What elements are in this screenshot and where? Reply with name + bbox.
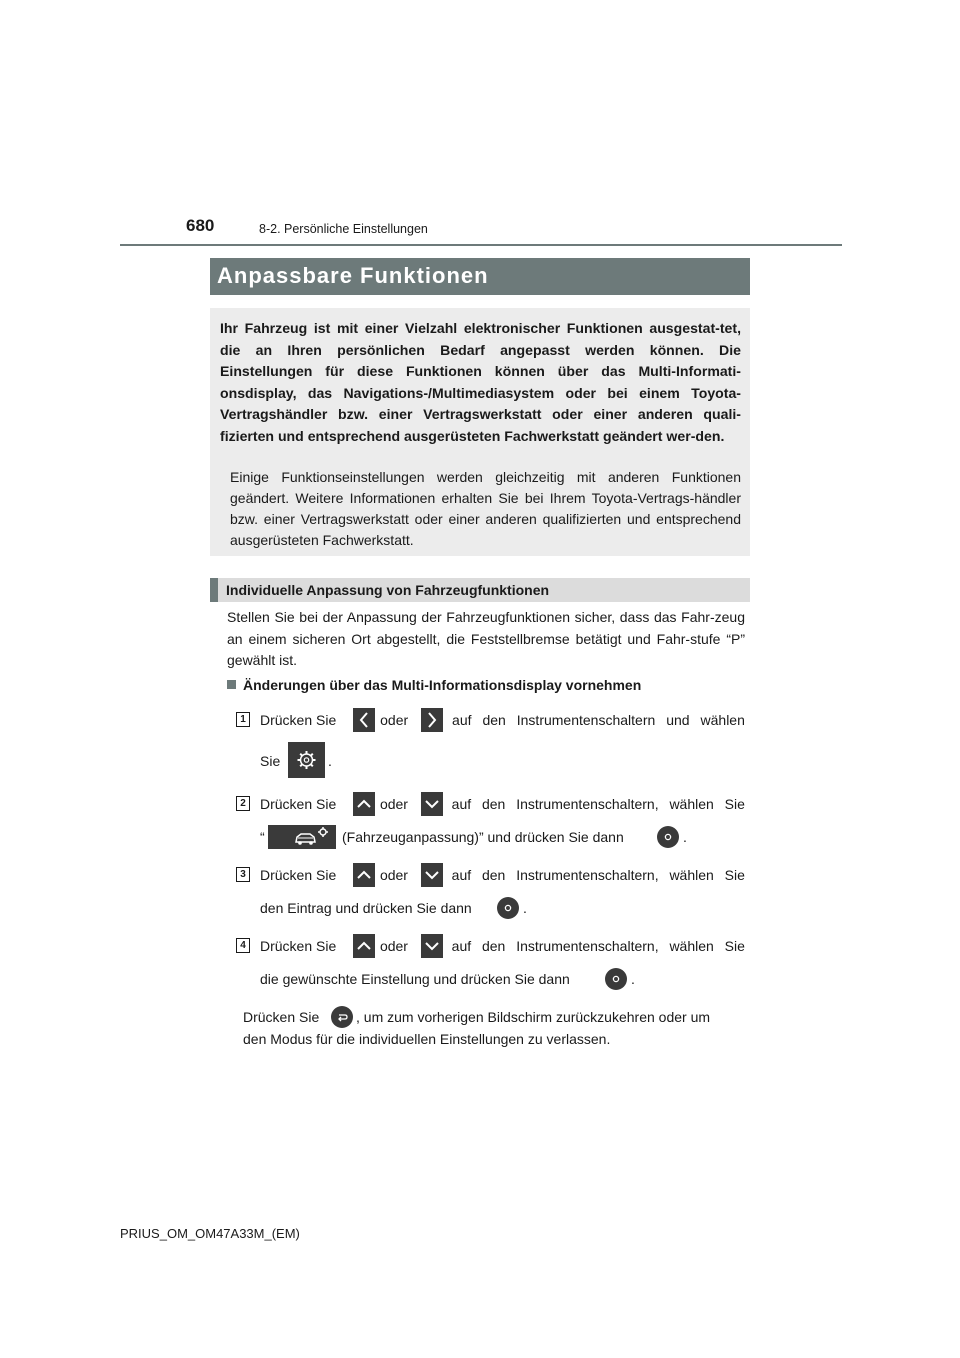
subsection-title: Individuelle Anpassung von Fahrzeugfunktionen bbox=[226, 582, 550, 598]
ok-button-icon bbox=[657, 826, 679, 848]
step-text: den bbox=[481, 938, 506, 954]
step-text: wählen bbox=[669, 796, 714, 812]
step-text: Drücken Sie bbox=[260, 796, 337, 812]
chevron-right-icon bbox=[421, 708, 443, 732]
step-text: auf bbox=[451, 867, 472, 883]
chevron-up-icon bbox=[353, 863, 375, 887]
chevron-down-icon bbox=[421, 863, 443, 887]
step-3-line-2b: . bbox=[523, 900, 527, 916]
step-text: Sie bbox=[724, 938, 745, 954]
subsection-header bbox=[210, 578, 750, 602]
bullet-heading-text: Änderungen über das Multi-Informationsdisplay vornehmen bbox=[243, 677, 642, 693]
safety-paragraph: Stellen Sie bei der Anpassung der Fahrzeugfunktionen sicher, dass das Fahr-zeug an einem sicheren Ort abgestellt, die Feststellbremse betätigt und Fahr-stufe “P” gewählt ist. bbox=[227, 609, 745, 668]
step-3-line-2a: den Eintrag und drücken Sie dann bbox=[260, 900, 472, 916]
step-text: Sie bbox=[724, 867, 745, 883]
step-text: Instrumentenschaltern bbox=[516, 712, 656, 728]
vehicle-settings-icon bbox=[268, 825, 336, 849]
header-divider bbox=[120, 244, 842, 246]
intro-note: Einige Funktionseinstellungen werden gleichzeitig mit anderen Funktionen geändert. Weitere Informationen erhalten Sie bei Ihrem Toyota-Vertrags-händler bzw. einer Vertragswerkstatt oder einer anderen qualifizierten und entsprechend ausgerüsteten Fachwerkstatt. bbox=[230, 469, 741, 548]
step-text: oder bbox=[379, 938, 408, 954]
step-text: wählen bbox=[669, 867, 714, 883]
page-number: 680 bbox=[186, 216, 215, 235]
step-text: Instrumentenschaltern, bbox=[516, 867, 659, 883]
chevron-up-icon bbox=[353, 792, 375, 816]
step-4-line-2a: die gewünschte Einstellung und drücken Sie dann bbox=[260, 971, 570, 987]
step-text: Sie bbox=[724, 796, 745, 812]
chevron-left-icon bbox=[353, 708, 375, 732]
step-text: den bbox=[481, 867, 506, 883]
step-text: Instrumentenschaltern, bbox=[516, 938, 659, 954]
step-text: den bbox=[481, 796, 506, 812]
step-text: und bbox=[666, 712, 690, 728]
step-3-line-1 bbox=[260, 864, 745, 886]
closing-line-2: den Modus für die individuellen Einstellungen zu verlassen. bbox=[243, 1031, 611, 1047]
step-text: wählen bbox=[669, 938, 714, 954]
closing-line-1b: , um zum vorherigen Bildschirm zurückzukehren oder um bbox=[356, 1009, 711, 1025]
bullet-heading bbox=[227, 677, 641, 693]
step-1-line-1 bbox=[260, 709, 745, 731]
step-text: Drücken Sie bbox=[260, 938, 337, 954]
section-breadcrumb: 8-2. Persönliche Einstellungen bbox=[259, 222, 428, 236]
step-number-4: 4 bbox=[236, 938, 250, 953]
chevron-down-icon bbox=[421, 934, 443, 958]
step-text: auf bbox=[451, 938, 472, 954]
chevron-up-icon bbox=[353, 934, 375, 958]
step-2-line-2c: . bbox=[683, 829, 687, 845]
step-number-3: 3 bbox=[236, 867, 250, 882]
step-text: oder bbox=[380, 712, 409, 728]
step-text: Drücken Sie bbox=[260, 867, 337, 883]
square-bullet-icon bbox=[227, 680, 236, 689]
step-4-line-2b: . bbox=[631, 971, 635, 987]
step-text: oder bbox=[379, 796, 408, 812]
step-text: Instrumentenschaltern, bbox=[516, 796, 659, 812]
step-2-line-1 bbox=[260, 793, 745, 815]
step-number-1: 1 bbox=[236, 712, 250, 727]
step-text: den bbox=[482, 712, 506, 728]
step-1-line-2b: . bbox=[328, 753, 332, 769]
step-text: auf bbox=[452, 712, 472, 728]
closing-line-1a: Drücken Sie bbox=[243, 1009, 320, 1025]
step-text: auf bbox=[451, 796, 472, 812]
chevron-down-icon bbox=[421, 792, 443, 816]
intro-text: Ihr Fahrzeug ist mit einer Vielzahl elektronischer Funktionen ausgestat-tet, die an Ihren persönlichen Bedarf angepasst werden können. Die Einstellungen für diese Funktionen können über das Multi-Informati-onsdisplay, das Navigations-/Multimediasystem oder bei einem Toyota-Vertragshändler bzw. einer Vertragswerkstatt oder einer anderen quali-fizierten und entsprechend ausgerüsteten Fachwerkstatt geändert wer-den. bbox=[220, 320, 741, 444]
step-1-line-2a: Sie bbox=[260, 753, 281, 769]
page-title: Anpassbare Funktionen bbox=[217, 263, 489, 288]
page-title-bar bbox=[210, 258, 750, 295]
ok-button-icon bbox=[497, 897, 519, 919]
step-2-line-2b: (Fahrzeuganpassung)” und drücken Sie dann bbox=[342, 829, 624, 845]
step-text: Drücken Sie bbox=[260, 712, 337, 728]
step-text: wählen bbox=[700, 712, 745, 728]
step-text: oder bbox=[379, 867, 408, 883]
intro-box bbox=[210, 308, 750, 556]
step-number-2: 2 bbox=[236, 796, 250, 811]
document-code: PRIUS_OM_OM47A33M_(EM) bbox=[120, 1226, 300, 1241]
back-button-icon bbox=[331, 1006, 353, 1028]
settings-gear-icon bbox=[288, 742, 325, 778]
step-4-line-1 bbox=[260, 935, 745, 957]
step-2-line-2a: “ bbox=[260, 829, 265, 845]
ok-button-icon bbox=[605, 968, 627, 990]
